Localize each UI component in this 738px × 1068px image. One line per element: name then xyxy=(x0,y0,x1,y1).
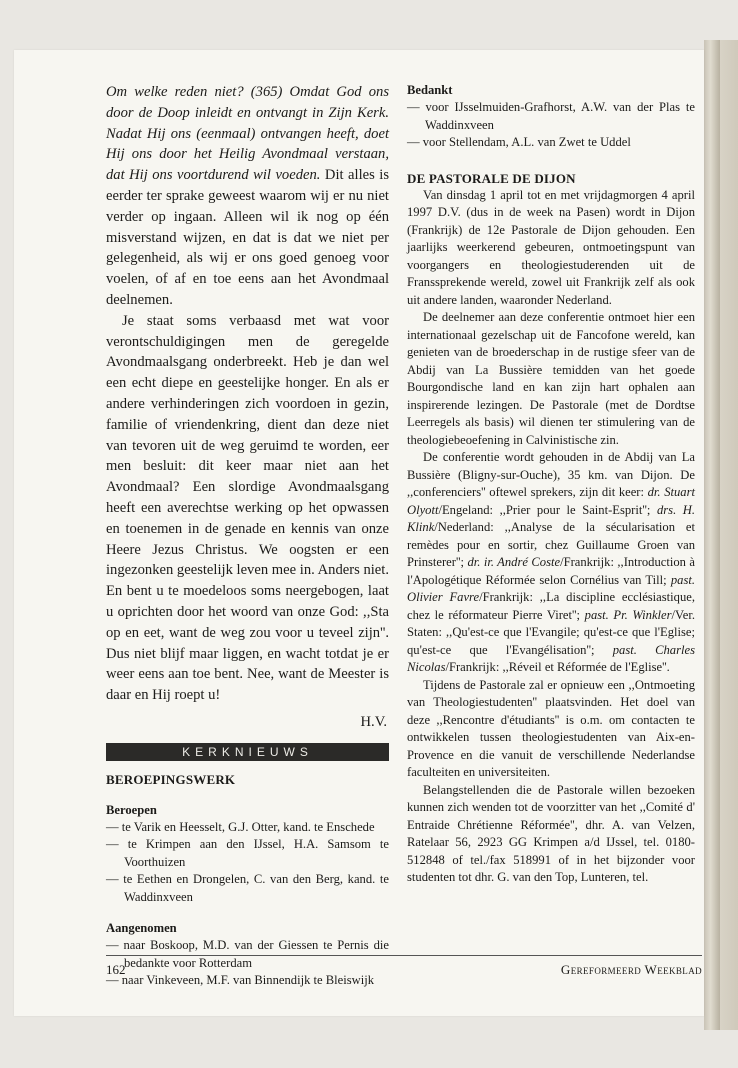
speaker-name: past. Pr. Winkler xyxy=(584,607,672,622)
speaker-name: past. Olivier Favre xyxy=(407,572,695,604)
right-column xyxy=(407,82,695,887)
list-item: — te Krimpen aan den IJssel, H.A. Samsom te Voorthuizen xyxy=(106,837,389,869)
subheading-beroepen: Beroepen xyxy=(106,802,157,817)
publication-title: Gereformeerd Weekblad xyxy=(560,962,702,977)
list-item: — naar Boskoop, M.D. van der Giessen te Pernis die bedankte voor Rotterdam xyxy=(106,938,389,970)
closing-paragraph xyxy=(106,82,389,311)
article-paragraph: Van dinsdag 1 april tot en met vrijdagmorgen 4 april 1997 D.V. (dus in de week na Pasen) wordt in Dijon (Frankrijk) de 12e Pastorale de Dijon gehouden. Een jaarlijks weerkerend gebeuren, ontmoetingspunt van voorgangers en theologiestuderenden uit de Franssprekende wereld, zowel uit Frankrijk zelf als ook uit andere landen, waaronder Nederland. xyxy=(407,187,695,307)
article-title: DE PASTORALE DE DIJON xyxy=(407,170,576,186)
text-run: /Frankrijk: ,,La discipline ecclésiastique, chez le réformateur Pierre Viret''; xyxy=(407,590,695,622)
list-item: — te Eethen en Drongelen, C. van den Berg, kand. te Waddinxveen xyxy=(106,872,389,904)
text-run: /Engeland: ,,Prier pour le Saint-Esprit''; xyxy=(438,502,657,517)
text-run: De conferentie wordt gehouden in de Abdij van La Bussière (Bligny-sur-Ouche), 35 km. van Dijon. De ,,conferenciers'' oftewel sprekers, zijn dit keer: xyxy=(407,450,695,499)
footer-rule xyxy=(106,955,702,956)
section-banner-kerknieuws: KERKNIEUWS xyxy=(106,743,389,761)
catechism-quote: Om welke reden niet? (365) Omdat God ons door de Doop inleidt en ontvangt in Zijn Kerk. Nadat Hij ons (eenmaal) ontvangen heeft, doet Hij ons door het Heilig Avondmaal verstaan, dat Hij ons voortdurend wil voeden. xyxy=(106,84,389,184)
article-paragraph: Tijdens de Pastorale zal er opnieuw een ,,Ontmoeting van Theologiestudenten'' plaatsvinden. Het doel van deze ,,Rencontre d'étudiants'' is o.m. om contacten te ontwikkelen tussen theologiestudenten van Aix-en-Provence en die vanuit de verschillende Nederlandse faculteiten en universiteiten. xyxy=(407,677,695,779)
speaker-name: dr. Stuart Olyott xyxy=(407,485,695,517)
body-paragraph: Je staat soms verbaasd met wat voor verontschuldigingen men de geregelde Avondmaalsgang onderbreekt. Heb je dan wel een echt diepe en geestelijke honger. En als er andere verhinderingen zich voordoen in gezin, familie of vriendenkring, dient dan deze niet van tevoren uit de weg geruimd te worden, eer men besluit: dit keer maar niet aan het Avondmaal? Een slordige Avondmaalsgang heeft een averechtse werking op het opwassen en toenemen in de genade en kennis van onze Heere Jezus Christus. We oogsten er een ingezonken geestelijk leven mee in. Anders niet. En bent u te moedeloos soms neergebogen, laat u oprichten door het woord van onze God: ,,Sta op en eet, want de weg zou voor u teveel zijn''. Dus niet blijf maar liggen, en wacht totdat je er weer eens aan toe bent. Nee, want de Meester is daar en Hij roept u! xyxy=(106,312,389,704)
speaker-name: drs. H. Klink xyxy=(407,502,696,534)
closing-paragraph-text: Dit alles is eerder ter sprake geweest waarom wij er nu niet verder op ingaan. Alleen wil ik nog op één misverstand wijzen, en dat is dat we niet per gelegenheid, als wij er ons goed genoeg voor voelen, of af en toe eens aan het Avondmaal deelnemen. xyxy=(106,167,390,308)
text-run: /Frankrijk: ,,Réveil et Réformée de l'Eglise''. xyxy=(445,660,670,674)
list-item: — voor IJsselmuiden-Grafhorst, A.W. van der Plas te Waddinxveen xyxy=(407,100,695,132)
text-run: /Frankrijk: ,,Introduction à l'Apologétique Réformée selon Cornélius van Till; xyxy=(407,555,695,587)
page-number: 162 xyxy=(106,962,126,977)
list-item: — te Varik en Heesselt, G.J. Otter, kand. te Enschede xyxy=(106,819,375,834)
article-paragraph: De deelnemer aan deze conferentie ontmoet hier een internationaal gezelschap uit de Fancofone wereld, kan genieten van de broederschap in de rustige sfeer van de Abdij van La Bussière temidden van het goede Bourgondische land en kan zijn hart ophalen aan inspirerende lezingen. De Pastorale (met de Dordtse Leerregels als basis) wil dienen ter stimulering van de theologiebeoefening in Calvinistische zin. xyxy=(407,310,695,447)
text-run: /Ver. Staten: ,,Qu'est-ce que l'Evangile; qu'est-ce que l'Eglise; qu'est-ce que l'Evangélisation''; xyxy=(407,607,695,657)
list-item: — naar Vinkeveen, M.F. van Binnendijk te Bleiswijk xyxy=(106,973,375,988)
article-paragraph-speakers xyxy=(407,449,695,677)
list-item: — voor Stellendam, A.L. van Zwet te Uddel xyxy=(407,135,631,149)
subheading-aangenomen: Aangenomen xyxy=(106,921,177,936)
subheading-bedankt: Bedankt xyxy=(407,83,453,97)
speaker-name: past. Charles Nicolas xyxy=(407,642,695,674)
left-column xyxy=(106,82,389,990)
text-run: /Nederland: ,,Analyse de la sécularisation et remèdes pour en sortir, chez Guillaume Groen van Prinsterer''; xyxy=(407,520,695,569)
article-paragraph: Belangstellenden die de Pastorale willen bezoeken kunnen zich wenden tot de voorzitter van het ,,Comité d' Entraide Chrétienne Réformée'', dhr. A. van Velzen, Ratelaar 56, 2923 GG Krimpen a/d IJssel, tel. 0180-512848 of tel./fax 518991 of in het bijzonder voor studenten tot dhr. G. van den Top, Lunteren, tel. xyxy=(407,782,695,884)
section-heading-beroepingswerk: BEROEPINGSWERK xyxy=(106,771,236,787)
page-edge xyxy=(704,40,720,1030)
speaker-name: dr. ir. André Coste xyxy=(467,555,561,569)
author-signature: H.V. xyxy=(360,713,387,730)
page-edge-outer xyxy=(720,40,738,1030)
